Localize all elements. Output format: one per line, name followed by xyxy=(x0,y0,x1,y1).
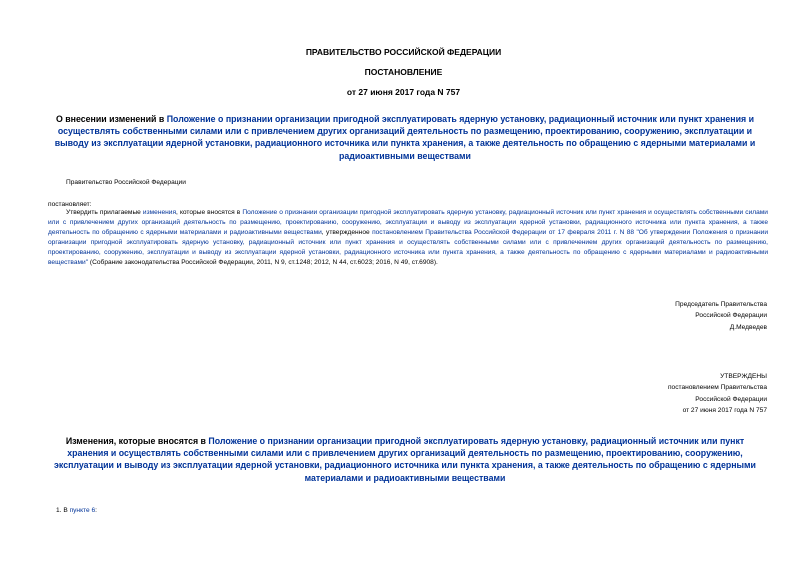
item-1-point-link[interactable]: пункте 6 xyxy=(69,507,96,514)
approval-line-2: постановлением Правительства xyxy=(667,384,767,392)
approval-block xyxy=(668,371,767,416)
changes-title-regulation-link[interactable]: Положение о признании организации пригодной эксплуатировать ядерную установку, радиационный источник или пункт хранения и осуществлять собственными силами или с привлечением других организаций деятельность по размещению, проектированию, сооружению, эксплуатации и выводу из эксплуатации ядерной установки, радиационного источника или пункта хранения, а также деятельность по обращению с ядерными материалами и радиоактивными веществами xyxy=(54,436,756,483)
paragraph-text-3: , утвержденное xyxy=(321,229,373,236)
decree-paragraph xyxy=(48,208,768,268)
changes-link[interactable]: изменения xyxy=(142,209,177,216)
item-1-prefix: 1. В xyxy=(56,507,70,514)
document-title xyxy=(46,113,764,162)
government-header: ПРАВИТЕЛЬСТВО РОССИЙСКОЙ ФЕДЕРАЦИИ xyxy=(305,47,502,57)
signature-line-3: Д.Медведев xyxy=(729,323,767,331)
signature-line-1: Председатель Правительства xyxy=(675,301,767,308)
signature-line-2: Российской Федерации xyxy=(695,312,767,320)
paragraph-text-1: Утвердить прилагаемые xyxy=(66,209,143,216)
government-line: Правительство Российской Федерации xyxy=(66,179,186,186)
paragraph-text-2: , которые вносятся в xyxy=(176,209,243,216)
decrees-line: постановляет: xyxy=(48,201,92,208)
approval-line-4: от 27 июня 2017 года N 757 xyxy=(682,406,767,414)
title-regulation-link[interactable]: Положение о признании организации пригодной эксплуатировать ядерную установку, радиационный источник или пункт хранения и осуществлять собственными силами или с привлечением других организаций деятельность по размещению, проектированию, сооружению, эксплуатации и выводу из эксплуатации ядерной установки, радиационного источника или пункта хранения, а также деятельность по обращению с ядерными материалами и радиоактивными веществами xyxy=(54,114,756,161)
decree-88-link[interactable]: постановлением Правительства Российской Федерации от 17 февраля 2011 г. N 88 "Об утверждении Положения о признании организации пригодной эксплуатировать ядерную установку, радиационный источник или пункт хранения и осуществлять собственными силами или с привлечением других организаций деятельность по размещению, проектированию, сооружению, эксплуатации и выводу из эксплуатации ядерной установки, радиационного источника или пункта хранения, а также деятельность по обращению с ядерными материалами и радиоактивными веществами" xyxy=(48,229,769,266)
change-item-1 xyxy=(56,507,97,514)
title-prefix: О внесении изменений в xyxy=(55,114,167,124)
item-1-suffix: : xyxy=(95,507,97,514)
approval-line-3: Российской Федерации xyxy=(695,395,767,403)
regulation-link[interactable]: Положение о признании организации пригодной эксплуатировать ядерную установку, радиационный источник или пункт хранения и осуществлять собственными силами или с привлечением других организаций деятельность по размещению, проектированию, сооружению, эксплуатации и выводу из эксплуатации ядерной установки, радиационного источника или пункта хранения, а также деятельность по обращению с ядерными материалами и радиоактивными веществами xyxy=(48,209,768,236)
paragraph-text-4: (Собрание законодательства Российской Федерации, 2011, N 9, ст.1248; 2012, N 44, ст.6023; 2016, N 49, ст.6908). xyxy=(88,259,438,266)
changes-title xyxy=(46,435,764,484)
changes-title-prefix: Изменения, которые вносятся в xyxy=(65,436,209,446)
signature-block xyxy=(675,299,767,333)
approval-line-1: УТВЕРЖДЕНЫ xyxy=(720,373,767,380)
document-date-number: от 27 июня 2017 года N 757 xyxy=(346,87,461,97)
document-type: ПОСТАНОВЛЕНИЕ xyxy=(364,67,443,77)
